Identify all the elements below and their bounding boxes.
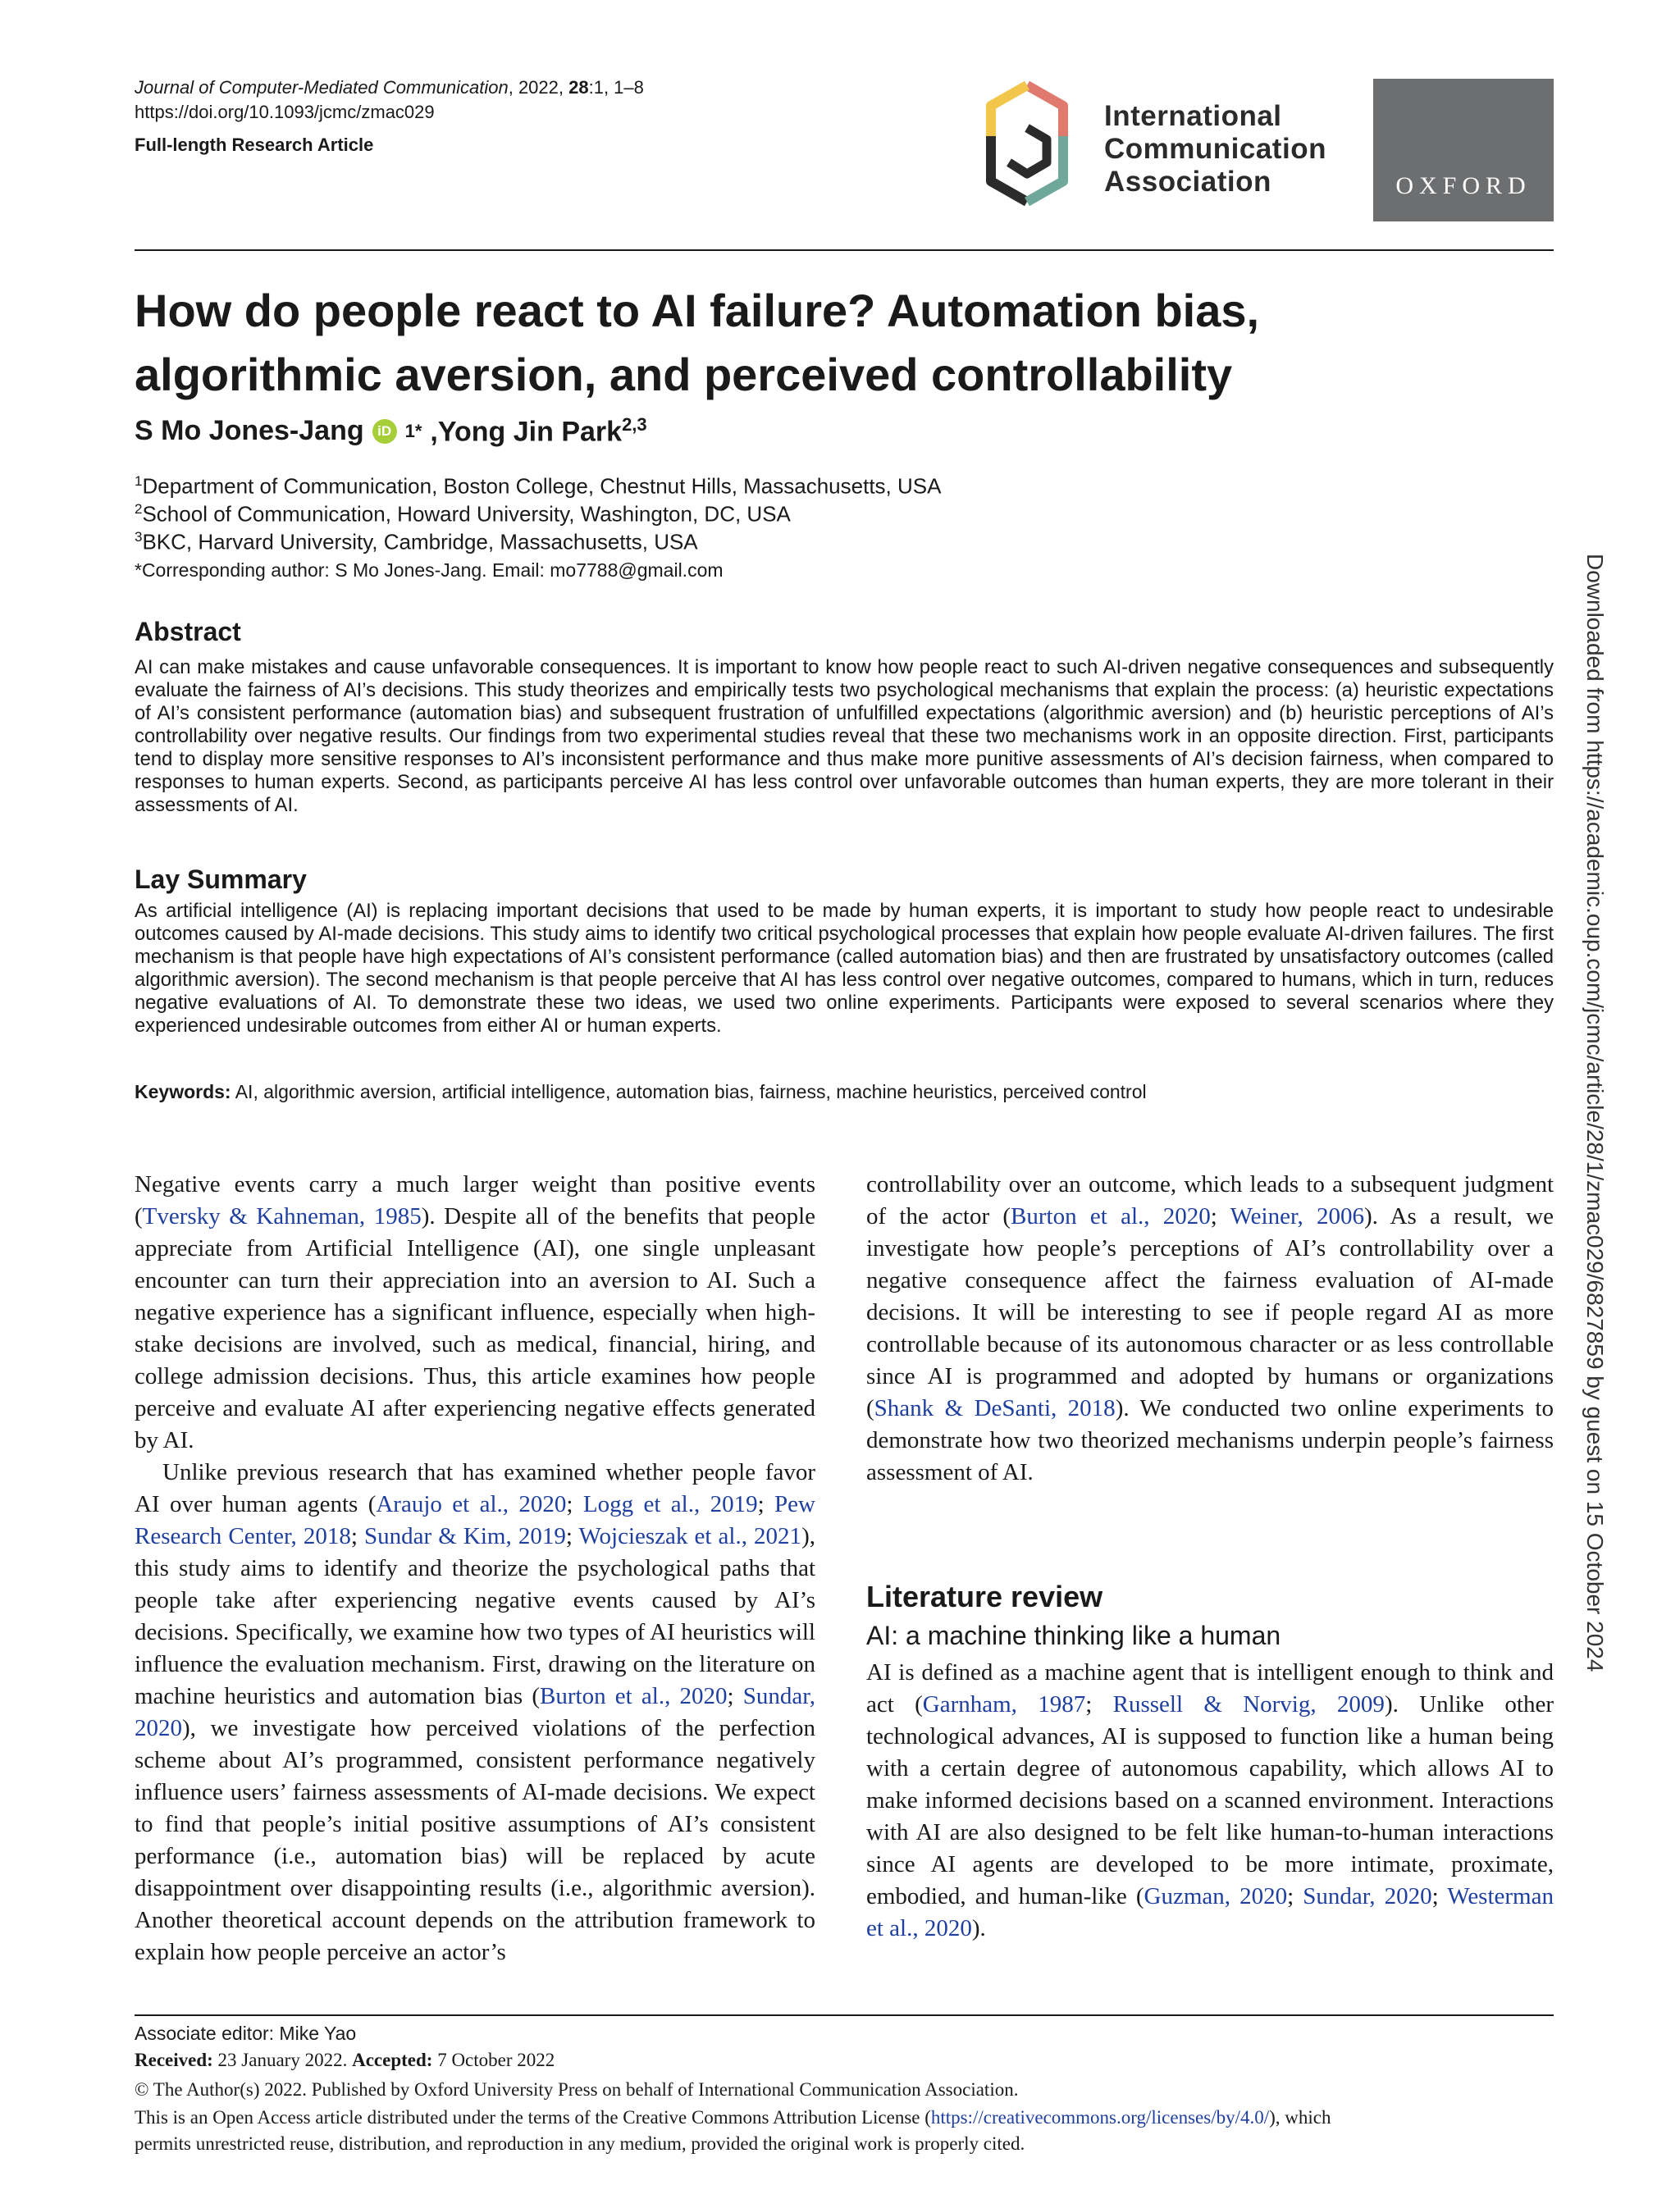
author-name[interactable]: ,Yong Jin Park$^{2,3}$ bbox=[430, 414, 647, 448]
journal-citation: Journal of Computer-Mediated Communication, 2022, 28:1, 1–8 bbox=[135, 77, 644, 98]
citation-link[interactable]: Westerman et al., 2020 bbox=[866, 1883, 1554, 1941]
body-right-column bbox=[866, 1169, 1554, 1489]
orcid-icon[interactable]: iD bbox=[372, 419, 397, 444]
paragraph: controllability over an outcome, which leads to a subsequent judgment of the actor (Burton et al., 2020; Weiner, 2006). As a result, we investigate how people’s perceptions of AI’s controllability over a negative consequence affect the fairness evaluation of AI-made decisions. It will be interesting to see if people regard AI as more controllable because of its autonomous character or as less controllable since AI is programmed and adopted by humans or organizations (Shank & DeSanti, 2018). We conducted two online experiments to demonstrate how two theorized mechanisms underpin people’s fairness assessment of AI. bbox=[866, 1171, 1554, 1485]
affiliation: $^1$Department of Communication, Boston College, Chestnut Hills, Massachusetts, USA bbox=[135, 473, 942, 499]
paragraph: AI is defined as a machine agent that is intelligent enough to think and act (Garnham, 1987; Russell & Norvig, 2009). Unlike other technological advances, AI is supposed to function like a human being with a certain degree of autonomous capability, which allows AI to make informed decisions based on a scanned environment. Interactions with AI are also designed to be felt like human-to-human interactions since AI agents are developed to be more intimate, proximate, embodied, and human-like (Guzman, 2020; Sundar, 2020; Westerman et al., 2020). bbox=[866, 1659, 1554, 1941]
corresponding-author: *Corresponding author: S Mo Jones-Jang. Email: mo7788@gmail.com bbox=[135, 559, 724, 581]
ica-wordmark: International Communication Association bbox=[1104, 100, 1326, 198]
abstract-text: AI can make mistakes and cause unfavorable consequences. It is important to know how people react to such AI-driven negative consequences and subsequently evaluate the fairness of AI’s decisions. This study theorizes and empirically tests two psychological mechanisms that explain the process: (a) heuristic expectations of AI’s consistent performance (automation bias) and subsequent frustration of unfulfilled expectations (algorithmic aversion) and (b) heuristic perceptions of AI’s controllability over negative results. Our findings from two experimental studies reveal that these two mechanisms work in an opposite direction. First, participants tend to display more sensitive responses to AI’s inconsistent performance and thus make more punitive assessments of AI’s decision fairness, when compared to responses to human experts. Second, as participants perceive AI has less control over unfavorable outcomes than human experts, they are more tolerant in their assessments of AI. bbox=[135, 656, 1554, 816]
dates: Received: 23 January 2022. Accepted: 7 October 2022 bbox=[135, 2050, 555, 2070]
citation-link[interactable]: Wojcieszak et al., 2021 bbox=[578, 1523, 802, 1549]
copyright: © The Author(s) 2022. Published by Oxford University Press on behalf of International Communication Association. bbox=[135, 2079, 1019, 2100]
author-sup: 1* bbox=[404, 420, 422, 441]
author-name[interactable]: S Mo Jones-Jang bbox=[135, 415, 364, 447]
paragraph: Negative events carry a much larger weight than positive events (Tversky & Kahneman, 1985). Despite all of the benefits that people appreciate from Artificial Intelligence (AI), one single unpleasant encounter can turn their appreciation into an aversion to AI. Such a negative experience has a significant influence, especially when high-stake decisions are involved, such as medical, financial, hiring, and college admission decisions. Thus, this article examines how people perceive and evaluate AI after experiencing negative effects generated by AI. bbox=[135, 1171, 816, 1453]
citation-link[interactable]: Pew Research Center, 2018 bbox=[135, 1491, 815, 1549]
citation-link[interactable]: Guzman, 2020 bbox=[1144, 1883, 1288, 1909]
keywords: Keywords: AI, algorithmic aversion, artificial intelligence, automation bias, fairness, machine heuristics, perceived control bbox=[135, 1081, 1147, 1102]
section-heading: Literature review bbox=[866, 1580, 1103, 1613]
abstract-heading: Abstract bbox=[135, 617, 241, 646]
paragraph: Unlike previous research that has examined whether people favor AI over human agents (Araujo et al., 2020; Logg et al., 2019; Pew Research Center, 2018; Sundar & Kim, 2019; Wojcieszak et al., 2021), this study aims to identify and theorize the psychological paths that people take after experiencing negative events caused by AI’s decisions. Specifically, we examine how two types of AI heuristics will influence the evaluation mechanism. First, drawing on the literature on machine heuristics and automation bias (Burton et al., 2020; Sundar, 2020), we investigate how perceived violations of the perfection scheme about AI’s programmed, consistent performance negatively influence users’ fairness assessments of AI-made decisions. We expect to find that people’s initial positive assumptions of AI’s consistent performance (i.e., automation bias) will be replaced by acute disappointment over disappointing results (i.e., algorithmic aversion). Another theoretical account depends on the attribution framework to explain how people perceive an actor’s bbox=[135, 1459, 816, 1965]
body-left-column bbox=[135, 1169, 815, 1968]
subsection-heading: AI: a machine thinking like a human bbox=[866, 1621, 1281, 1650]
article-type: Full-length Research Article bbox=[135, 135, 374, 155]
download-note: Downloaded from https://academic.oup.com/jcmc/article/28/1/zmac029/6827859 by guest on 15 October 2024 bbox=[1582, 554, 1608, 1672]
header-rule bbox=[135, 249, 1554, 251]
citation-link[interactable]: Tversky & Kahneman, 1985 bbox=[142, 1203, 422, 1229]
article-title: How do people react to AI failure? Automation bias, algorithmic aversion, and perceived controllability bbox=[135, 285, 1260, 400]
body-right-column-section bbox=[866, 1657, 1554, 1945]
license-continued: permits unrestricted reuse, distribution, and reproduction in any medium, provided the original work is properly cited. bbox=[135, 2133, 1025, 2154]
footer-rule bbox=[135, 2014, 1554, 2016]
citation-link[interactable]: Burton et al., 2020 bbox=[540, 1683, 728, 1709]
oxford-logo: OXFORD bbox=[1373, 79, 1554, 221]
citation-link[interactable]: Shank & DeSanti, 2018 bbox=[874, 1395, 1116, 1421]
author-list bbox=[135, 414, 647, 448]
lay-summary-text: As artificial intelligence (AI) is replacing important decisions that used to be made by human experts, it is important to study how people react to undesirable outcomes caused by AI-made decisions. This study aims to identify two critical psychological processes that explain how people evaluate AI-driven failures. The first mechanism is that people have high expectations of AI’s consistent performance (called automation bias) and then are frustrated by unsatisfactory outcomes (called algorithmic aversion). The second mechanism is that people perceive that AI has less control over negative outcomes, compared to humans, which in turn, reduces negative evaluations of AI. To demonstrate these two ideas, we used two online experiments. Participants were exposed to several scenarios where they experienced undesirable outcomes from either AI or human experts. bbox=[135, 900, 1554, 1037]
affiliation: $^2$School of Communication, Howard University, Washington, DC, USA bbox=[135, 501, 791, 527]
citation-link[interactable]: Burton et al., 2020 bbox=[1011, 1203, 1211, 1229]
citation-link[interactable]: Weiner, 2006 bbox=[1230, 1203, 1364, 1229]
citation-link[interactable]: Garnham, 1987 bbox=[922, 1691, 1086, 1718]
citation-link[interactable]: Sundar, 2020 bbox=[1303, 1883, 1432, 1909]
affiliation: $^3$BKC, Harvard University, Cambridge, Massachusetts, USA bbox=[135, 529, 698, 554]
license: This is an Open Access article distributed under the terms of the Creative Commons Attribution License (https://creativecommons.org/licenses/by/4.0/), which bbox=[135, 2107, 1331, 2128]
citation-link[interactable]: Logg et al., 2019 bbox=[582, 1491, 758, 1517]
citation-link[interactable]: Sundar & Kim, 2019 bbox=[364, 1523, 566, 1549]
license-link[interactable]: https://creativecommons.org/licenses/by/4.0/ bbox=[930, 2107, 1270, 2128]
citation-link[interactable]: Russell & Norvig, 2009 bbox=[1112, 1691, 1385, 1718]
citation-link[interactable]: Sundar, 2020 bbox=[135, 1683, 816, 1741]
lay-summary-heading: Lay Summary bbox=[135, 864, 307, 894]
doi-link[interactable]: https://doi.org/10.1093/jcmc/zmac029 bbox=[135, 102, 435, 122]
ica-logo-icon bbox=[981, 79, 1073, 233]
associate-editor: Associate editor: Mike Yao bbox=[135, 2023, 357, 2044]
citation-link[interactable]: Araujo et al., 2020 bbox=[376, 1491, 567, 1517]
